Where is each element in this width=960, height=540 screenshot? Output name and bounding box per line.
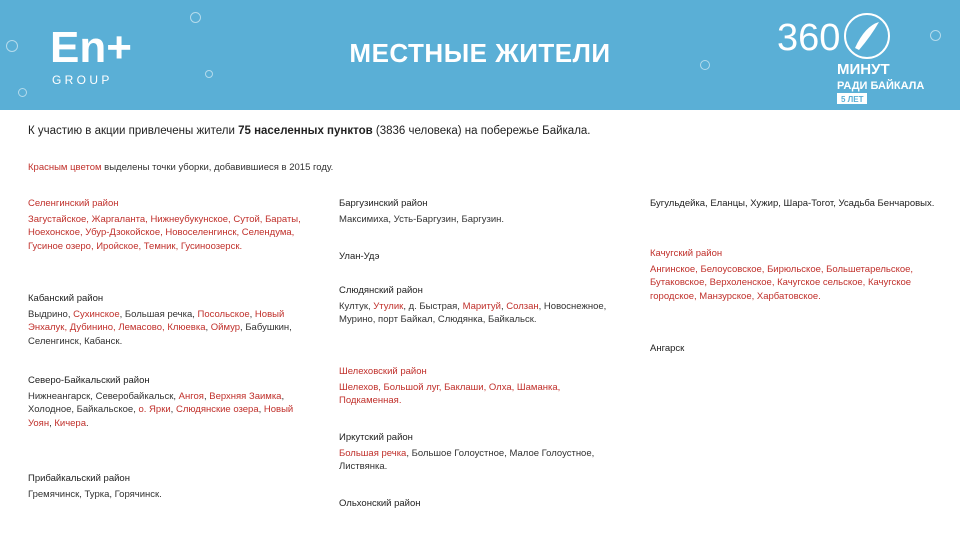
settlement: Выдрино,	[28, 308, 74, 320]
district-settlements	[28, 213, 318, 254]
settlement-new-2015: Новый Уоян	[28, 404, 294, 429]
intro-bold: 75 населенных пунктов	[238, 125, 373, 137]
settlement: ,	[203, 390, 210, 402]
district-block	[650, 197, 940, 213]
settlement: , Большое Голоустное, Малое Голоустное, Листвянка.	[339, 447, 595, 472]
intro-post: (3836 человека) на побережье Байкала.	[372, 125, 591, 137]
district-settlements	[28, 308, 318, 349]
settlement-new-2015: Ангоя	[178, 390, 204, 402]
district-settlements	[339, 447, 609, 474]
district-title: Шелеховский район	[339, 366, 427, 377]
district-block	[339, 284, 609, 327]
settlement: , Новоснежное, Мурино, порт Байкал, Слюдянка, Байкальск.	[339, 300, 607, 325]
settlement-new-2015: Утулик	[373, 300, 404, 312]
settlement-new-2015: Слюдянские озера	[175, 404, 259, 415]
settlement: ,	[258, 404, 264, 415]
settlement-new-2015: Шелехов, Большой луг, Баклаши, Олха, Шаманка, Подкаменная.	[339, 381, 561, 406]
legend-rest: выделены точки уборки, добавившиеся в 2015 году.	[101, 162, 334, 173]
settlement: Нижнеангарск, Северобайкальск,	[28, 390, 179, 402]
settlement-new-2015: Солзан	[506, 300, 539, 312]
district-settlements	[339, 213, 609, 227]
legend-red-label: Красным цветом	[28, 162, 102, 173]
district-title: Бугульдейка, Еланцы, Хужир, Шара-Тогот, Усадьба Бенчаровых.	[650, 198, 935, 209]
district-title: Качугский район	[650, 248, 723, 259]
360-minutes-logo	[775, 6, 925, 106]
settlement: Гремячинск, Турка, Горячинск.	[28, 488, 162, 500]
district-block	[28, 472, 318, 501]
district-block	[339, 250, 609, 266]
settlement: , Холодное, Байкальское,	[28, 390, 285, 415]
settlement: , Большая речка,	[119, 308, 198, 320]
district-block	[28, 374, 318, 430]
logo-sub: G R O U P	[52, 73, 110, 87]
intro-text	[28, 125, 928, 137]
settlement-new-2015: Кичера	[54, 417, 86, 429]
district-title: Селенгинский район	[28, 198, 119, 209]
settlement-new-2015: Маритуй	[462, 300, 501, 312]
district-title: Слюдянский район	[339, 285, 423, 296]
settlement-new-2015: Загустайское, Жаргаланта, Нижнеубукунское, Сутой, Бараты, Ноехонское, Убур-Дзокойское, Новоселенгинск, Селендума, Гусиное озеро, Ироӣское, Темник, Гусиноозерск.	[28, 213, 301, 252]
settlement-new-2015: Большая речка	[339, 447, 407, 459]
district-title: Северо-Байкальский район	[28, 375, 150, 386]
district-title: Кабанский район	[28, 293, 104, 304]
settlement: .	[86, 417, 89, 429]
district-block	[28, 197, 318, 253]
settlement: ,	[49, 417, 55, 429]
district-settlements	[339, 381, 609, 408]
settlement: ,	[249, 308, 255, 320]
logo-mark: En+	[50, 23, 132, 72]
settlement-new-2015: о. Ярки	[138, 404, 171, 415]
district-block	[339, 431, 609, 474]
logo-line1: МИНУТ	[837, 61, 890, 78]
header-banner	[0, 0, 960, 110]
legend-note	[28, 162, 333, 173]
settlement-new-2015: Верхняя Заимка	[209, 390, 282, 402]
intro-pre: К участию в акции привлечены жители	[28, 125, 239, 137]
settlement-new-2015: Ангинское, Белоусовское, Бирюльское, Большетарельское, Бутаковское, Верхоленское, Качугское сельское, Качугское городское, Манзурское, Харбатовское.	[650, 263, 914, 302]
district-title: Баргузинский район	[339, 198, 428, 209]
settlement-new-2015: Новый Энхалук, Дубинино, Лемасово, Клюевка	[28, 308, 285, 333]
district-block	[650, 247, 940, 303]
bubble-decoration	[190, 12, 201, 23]
district-title: Ольхонский район	[339, 498, 421, 509]
settlement-new-2015: Оймур	[210, 322, 241, 333]
district-settlements	[28, 488, 318, 502]
bubble-decoration	[205, 70, 213, 78]
settlement-new-2015: Сухинское	[73, 308, 120, 320]
settlement: Култук,	[339, 300, 374, 312]
settlement: , д. Быстрая,	[403, 300, 463, 312]
logo-line2: РАДИ БАЙКАЛА	[837, 80, 925, 92]
district-block	[28, 292, 318, 348]
district-settlements	[650, 263, 940, 304]
district-title: Прибайкальский район	[28, 473, 130, 484]
district-title: Улан-Удэ	[339, 251, 380, 262]
settlement: Максимиха, Усть-Баргузин, Баргузин.	[339, 213, 505, 225]
district-settlements	[28, 390, 318, 431]
district-block	[339, 365, 609, 408]
district-block	[339, 497, 609, 513]
district-settlements	[339, 300, 609, 327]
district-block	[339, 197, 609, 226]
settlement: , Бабушкин, Селенгинск, Кабанск.	[28, 322, 292, 347]
settlement-new-2015: Посольское	[197, 308, 250, 320]
logo-badge: 5 ЛЕТ	[841, 95, 864, 104]
district-title: Ангарск	[650, 343, 685, 354]
settlement: ,	[501, 300, 507, 312]
bubble-decoration	[18, 88, 27, 97]
settlement: ,	[205, 322, 211, 333]
district-title: Иркутский район	[339, 432, 413, 443]
logo-number: 360	[777, 17, 841, 59]
fish-icon	[855, 22, 879, 50]
page-title: МЕСТНЫЕ ЖИТЕЛИ	[349, 38, 611, 68]
settlement: ,	[170, 404, 176, 415]
district-block	[650, 342, 940, 358]
